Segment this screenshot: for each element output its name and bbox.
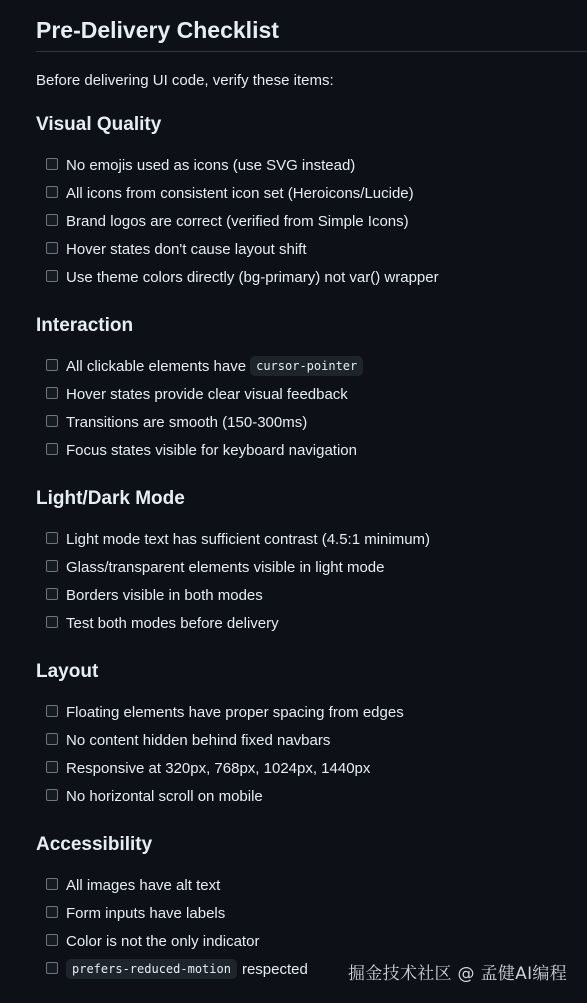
checklist-item (36, 726, 404, 754)
title-divider (36, 51, 587, 52)
checklist-item (36, 871, 308, 899)
checkbox[interactable] (46, 270, 58, 282)
checklist (36, 151, 439, 291)
checklist-item (36, 698, 404, 726)
checklist (36, 352, 366, 464)
checklist-section (36, 659, 404, 810)
item-label: Focus states visible for keyboard navigation (66, 441, 357, 459)
checklist (36, 871, 308, 983)
item-label: Borders visible in both modes (66, 586, 263, 604)
item-label: Floating elements have proper spacing from edges (66, 703, 404, 721)
checkbox[interactable] (46, 387, 58, 399)
item-label: Light mode text has sufficient contrast (4.5:1 minimum) (66, 530, 431, 548)
item-label: Transitions are smooth (150-300ms) (66, 413, 308, 431)
item-label: No horizontal scroll on mobile (66, 787, 263, 805)
section-heading: Layout (36, 661, 99, 682)
checkbox[interactable] (46, 443, 58, 455)
checkbox[interactable] (46, 705, 58, 717)
item-label: Test both modes before delivery (66, 614, 279, 632)
section-heading: Visual Quality (36, 114, 162, 135)
checklist-section (36, 112, 439, 291)
inline-code: cursor-pointer (250, 356, 363, 376)
checkbox[interactable] (46, 214, 58, 226)
checkbox[interactable] (46, 934, 58, 946)
checklist-item (36, 754, 404, 782)
checklist-item (36, 207, 439, 235)
checklist-item (36, 581, 430, 609)
checklist-item (36, 380, 366, 408)
checklist-section (36, 832, 308, 983)
checkbox[interactable] (46, 158, 58, 170)
checklist-item (36, 609, 430, 637)
item-label: Use theme colors directly (bg-primary) not var() wrapper (66, 268, 439, 286)
checkbox[interactable] (46, 588, 58, 600)
checklist-item (36, 352, 366, 380)
checklist-item (36, 927, 308, 955)
checkbox[interactable] (46, 415, 58, 427)
watermark-text: 掘金技术社区 @ 孟健AI编程 (348, 964, 567, 984)
item-label: Hover states don't cause layout shift (66, 240, 307, 258)
checkbox[interactable] (46, 560, 58, 572)
page-title: Pre-Delivery Checklist (36, 17, 279, 43)
checkbox[interactable] (46, 761, 58, 773)
item-label: Color is not the only indicator (66, 932, 260, 950)
item-label: Form inputs have labels (66, 904, 226, 922)
item-label: All clickable elements have (66, 357, 247, 375)
checkbox[interactable] (46, 962, 58, 974)
checkbox[interactable] (46, 733, 58, 745)
section-heading: Accessibility (36, 834, 153, 855)
checkbox[interactable] (46, 616, 58, 628)
checklist-item (36, 782, 404, 810)
item-label: Responsive at 320px, 768px, 1024px, 1440px (66, 759, 371, 777)
checkbox[interactable] (46, 242, 58, 254)
inline-code: prefers-reduced-motion (66, 959, 237, 979)
checkbox[interactable] (46, 789, 58, 801)
checkbox[interactable] (46, 878, 58, 890)
item-label: No emojis used as icons (use SVG instead) (66, 156, 356, 174)
checkbox[interactable] (46, 359, 58, 371)
checklist-item (36, 553, 430, 581)
checklist-item (36, 263, 439, 291)
intro-text: Before delivering UI code, verify these items: (36, 72, 334, 89)
item-label: Glass/transparent elements visible in light mode (66, 558, 385, 576)
item-label: All images have alt text (66, 876, 221, 894)
checklist-item (36, 179, 439, 207)
checkbox[interactable] (46, 532, 58, 544)
item-label: Hover states provide clear visual feedback (66, 385, 348, 403)
checklist-item (36, 235, 439, 263)
section-heading: Interaction (36, 315, 134, 336)
checkbox[interactable] (46, 906, 58, 918)
checklist-item (36, 151, 439, 179)
item-label-suffix: respected (241, 960, 308, 978)
item-label: All icons from consistent icon set (Heroicons/Lucide) (66, 184, 414, 202)
checklist (36, 525, 430, 637)
checklist-item (36, 955, 308, 983)
checklist (36, 698, 404, 810)
checklist-section (36, 313, 366, 464)
section-heading: Light/Dark Mode (36, 488, 185, 509)
item-label: Brand logos are correct (verified from Simple Icons) (66, 212, 409, 230)
checkbox[interactable] (46, 186, 58, 198)
checklist-item (36, 436, 366, 464)
checklist-section (36, 486, 430, 637)
checklist-item (36, 899, 308, 927)
checklist-item (36, 408, 366, 436)
item-label: No content hidden behind fixed navbars (66, 731, 331, 749)
checklist-item (36, 525, 430, 553)
